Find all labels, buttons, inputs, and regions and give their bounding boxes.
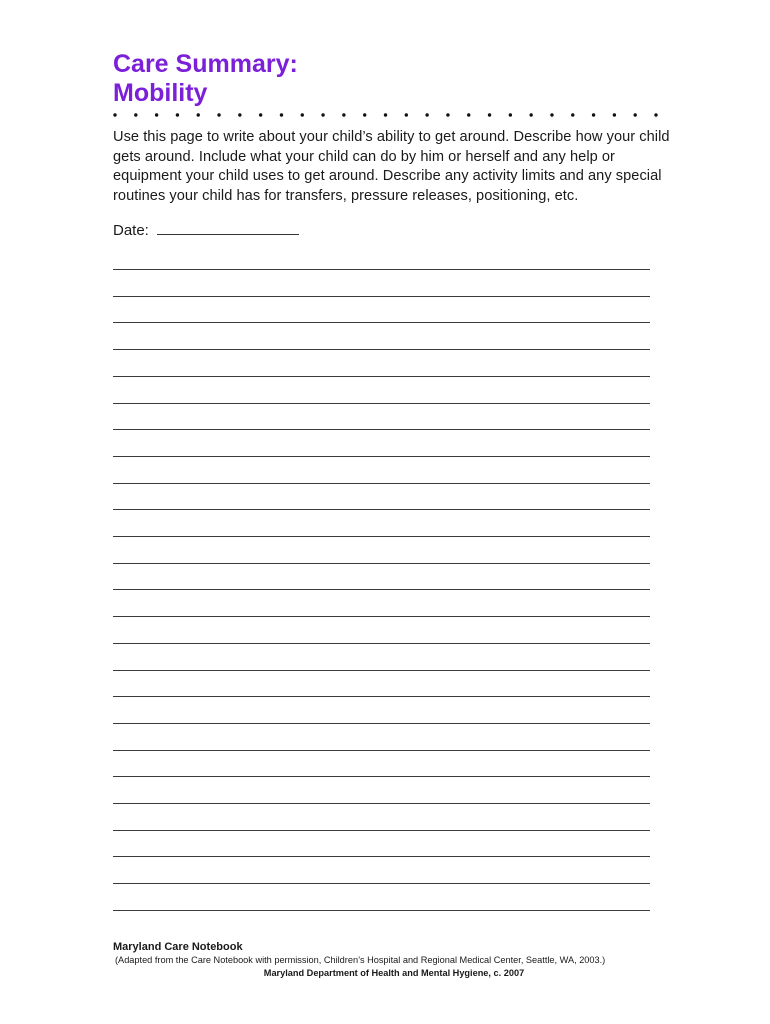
writing-line[interactable] xyxy=(113,856,650,857)
date-blank-line[interactable] xyxy=(157,220,299,235)
footer-department-text: Maryland Department of Health and Mental Hygiene, c. 2007 xyxy=(263,968,525,978)
writing-line[interactable] xyxy=(113,403,650,404)
writing-line[interactable] xyxy=(113,883,650,884)
divider-dot xyxy=(592,113,595,116)
divider-dot xyxy=(571,113,574,116)
writing-line[interactable] xyxy=(113,696,650,697)
divider-dot xyxy=(467,113,470,116)
writing-line[interactable] xyxy=(113,776,650,777)
dotted-divider xyxy=(113,111,658,119)
footer-department xyxy=(0,967,770,979)
writing-line[interactable] xyxy=(113,376,650,377)
date-field[interactable] xyxy=(113,220,299,241)
title-line-1: Care Summary: xyxy=(113,50,298,78)
divider-dot xyxy=(176,113,179,116)
writing-line[interactable] xyxy=(113,322,650,323)
divider-dot xyxy=(405,113,408,116)
divider-dot xyxy=(425,113,428,116)
writing-line[interactable] xyxy=(113,429,650,430)
divider-dot xyxy=(342,113,345,116)
divider-dot xyxy=(259,113,262,116)
writing-line[interactable] xyxy=(113,509,650,510)
instructions-paragraph: Use this page to write about your child’s ability to get around. Describe how your child gets around. Include what your child can do by him or herself and any help or equipment your child uses to get around. Describe any activity limits and any special routines your child has for transfers, pressure releases, positioning, etc. xyxy=(113,129,670,204)
divider-dot xyxy=(633,113,636,116)
writing-line[interactable] xyxy=(113,616,650,617)
writing-line[interactable] xyxy=(113,830,650,831)
writing-line[interactable] xyxy=(113,563,650,564)
writing-line[interactable] xyxy=(113,456,650,457)
writing-line[interactable] xyxy=(113,670,650,671)
divider-dot xyxy=(529,113,532,116)
date-label: Date: xyxy=(113,222,149,239)
page-title xyxy=(113,50,298,108)
divider-dot xyxy=(550,113,553,116)
divider-dot xyxy=(488,113,491,116)
divider-dot xyxy=(654,113,657,116)
divider-dot xyxy=(217,113,220,116)
divider-dot xyxy=(238,113,241,116)
writing-line[interactable] xyxy=(113,536,650,537)
divider-dot xyxy=(301,113,304,116)
divider-dot xyxy=(613,113,616,116)
writing-line[interactable] xyxy=(113,269,650,270)
title-line-2: Mobility xyxy=(113,79,208,107)
divider-dot xyxy=(363,113,366,116)
writing-line[interactable] xyxy=(113,349,650,350)
divider-dot xyxy=(446,113,449,116)
divider-dot xyxy=(155,113,158,116)
divider-dot xyxy=(384,113,387,116)
divider-dot xyxy=(509,113,512,116)
divider-dot xyxy=(280,113,283,116)
divider-dot xyxy=(197,113,200,116)
writing-line[interactable] xyxy=(113,483,650,484)
writing-line[interactable] xyxy=(113,296,650,297)
divider-dot xyxy=(321,113,324,116)
writing-line[interactable] xyxy=(113,643,650,644)
divider-dot xyxy=(113,113,116,116)
writing-line[interactable] xyxy=(113,723,650,724)
writing-line[interactable] xyxy=(113,750,650,751)
writing-line[interactable] xyxy=(113,803,650,804)
writing-line[interactable] xyxy=(113,910,650,911)
footer-adapted-note: (Adapted from the Care Notebook with permission, Children’s Hospital and Regional Medical Center, Seattle, WA, 2003.) xyxy=(115,955,606,965)
writing-line[interactable] xyxy=(113,589,650,590)
divider-dot xyxy=(134,113,137,116)
footer-notebook-name: Maryland Care Notebook xyxy=(113,941,243,953)
